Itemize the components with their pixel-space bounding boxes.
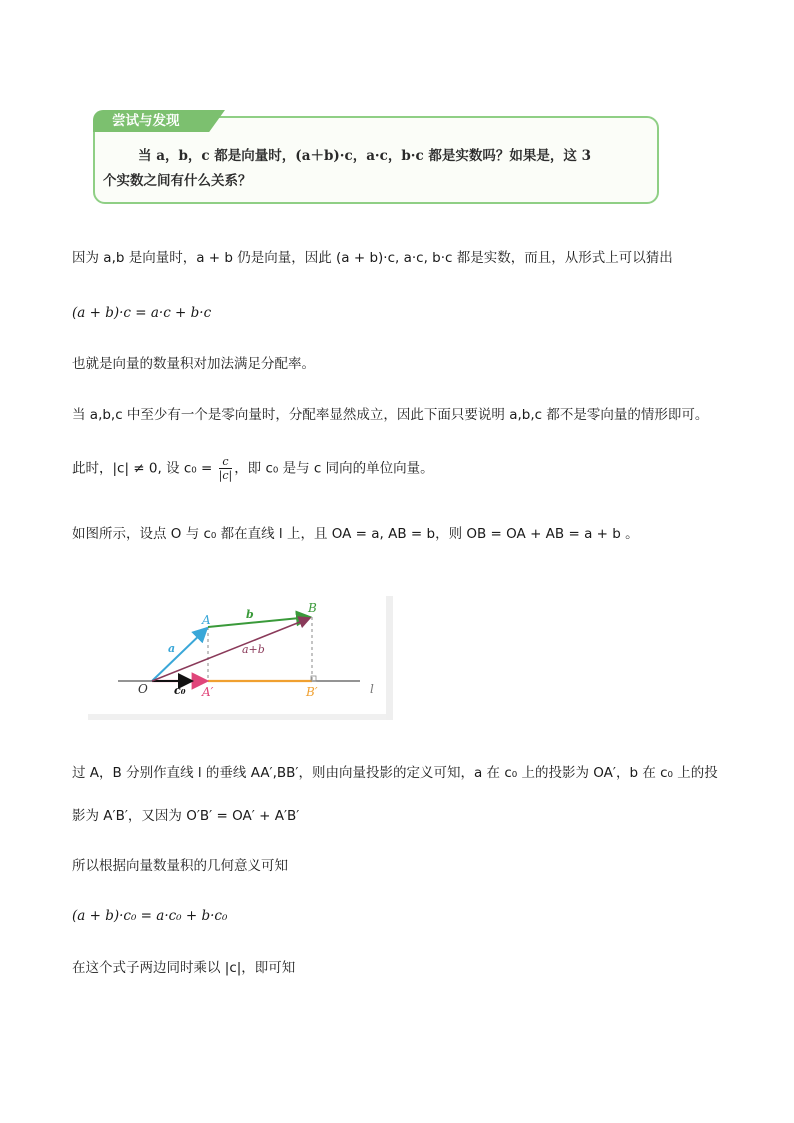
vector-b: [208, 617, 310, 627]
label-l: l: [370, 682, 374, 696]
paragraph-3: 当 a,b,c 中至少有一个是零向量时，分配率显然成立，因此下面只要说明 a,b,c 都不是零向量的情形即可。: [72, 407, 709, 423]
label-b: b: [246, 608, 254, 621]
paragraph-1: 因为 a,b 是向量时，a + b 仍是向量，因此 (a + b)·c, a·c, b·c 都是实数，而且，从形式上可以猜出: [72, 250, 673, 266]
vector-a-plus-b: [152, 618, 310, 681]
label-a: a: [168, 642, 176, 655]
paragraph-4-part-2: ，即 c₀ 是与 c 同向的单位向量。: [234, 460, 434, 477]
callout-title: 尝试与发现: [112, 113, 180, 129]
paragraph-2: 也就是向量的数量积对加法满足分配率。: [72, 356, 315, 372]
projection-diagram: [88, 596, 393, 723]
figure-right-shade: [386, 596, 393, 720]
equation-2: (a + b)·c₀ = a·c₀ + b·c₀: [72, 908, 228, 924]
callout-line-1: 当 a，b，c 都是向量时，(a＋b)·c，a·c，b·c 都是实数吗？如果是，这 3: [138, 148, 592, 164]
label-B-prime: B′: [306, 685, 318, 699]
figure-bottom-shade: [88, 714, 393, 720]
vector-a: [152, 628, 207, 681]
paragraph-7: 所以根据向量数量积的几何意义可知: [72, 858, 288, 874]
label-B: B: [308, 601, 317, 615]
equation-1: (a + b)·c = a·c + b·c: [72, 305, 212, 321]
label-c0: c₀: [174, 684, 186, 697]
paragraph-6-line-1: 过 A，B 分别作直线 l 的垂线 AA′,BB′，则由向量投影的定义可知，a 在 c₀ 上的投影为 OA′，b 在 c₀ 上的投: [72, 765, 718, 781]
paragraph-4-part-1: 此时，|c| ≠ 0, 设 c₀ =: [72, 460, 217, 477]
callout-line-2: 个实数之间有什么关系？: [103, 173, 252, 189]
paragraph-6-line-2: 影为 A′B′，又因为 O′B′ = OA′ + A′B′: [72, 808, 300, 824]
paragraph-5: 如图所示，设点 O 与 c₀ 都在直线 l 上，且 OA = a, AB = b，则 OB = OA + AB = a + b 。: [72, 526, 639, 542]
projection-figure: [88, 596, 393, 723]
paragraph-4: [72, 455, 434, 482]
label-A: A: [202, 613, 211, 627]
fraction-denominator: |c|: [218, 469, 233, 482]
paragraph-8: 在这个式子两边同时乘以 |c|，即可知: [72, 960, 296, 976]
label-A-prime: A′: [202, 685, 214, 699]
label-O: O: [138, 682, 148, 696]
fraction-numerator: c: [219, 455, 233, 469]
label-a-plus-b: a+b: [242, 643, 265, 656]
unit-vector-fraction: [219, 455, 233, 482]
